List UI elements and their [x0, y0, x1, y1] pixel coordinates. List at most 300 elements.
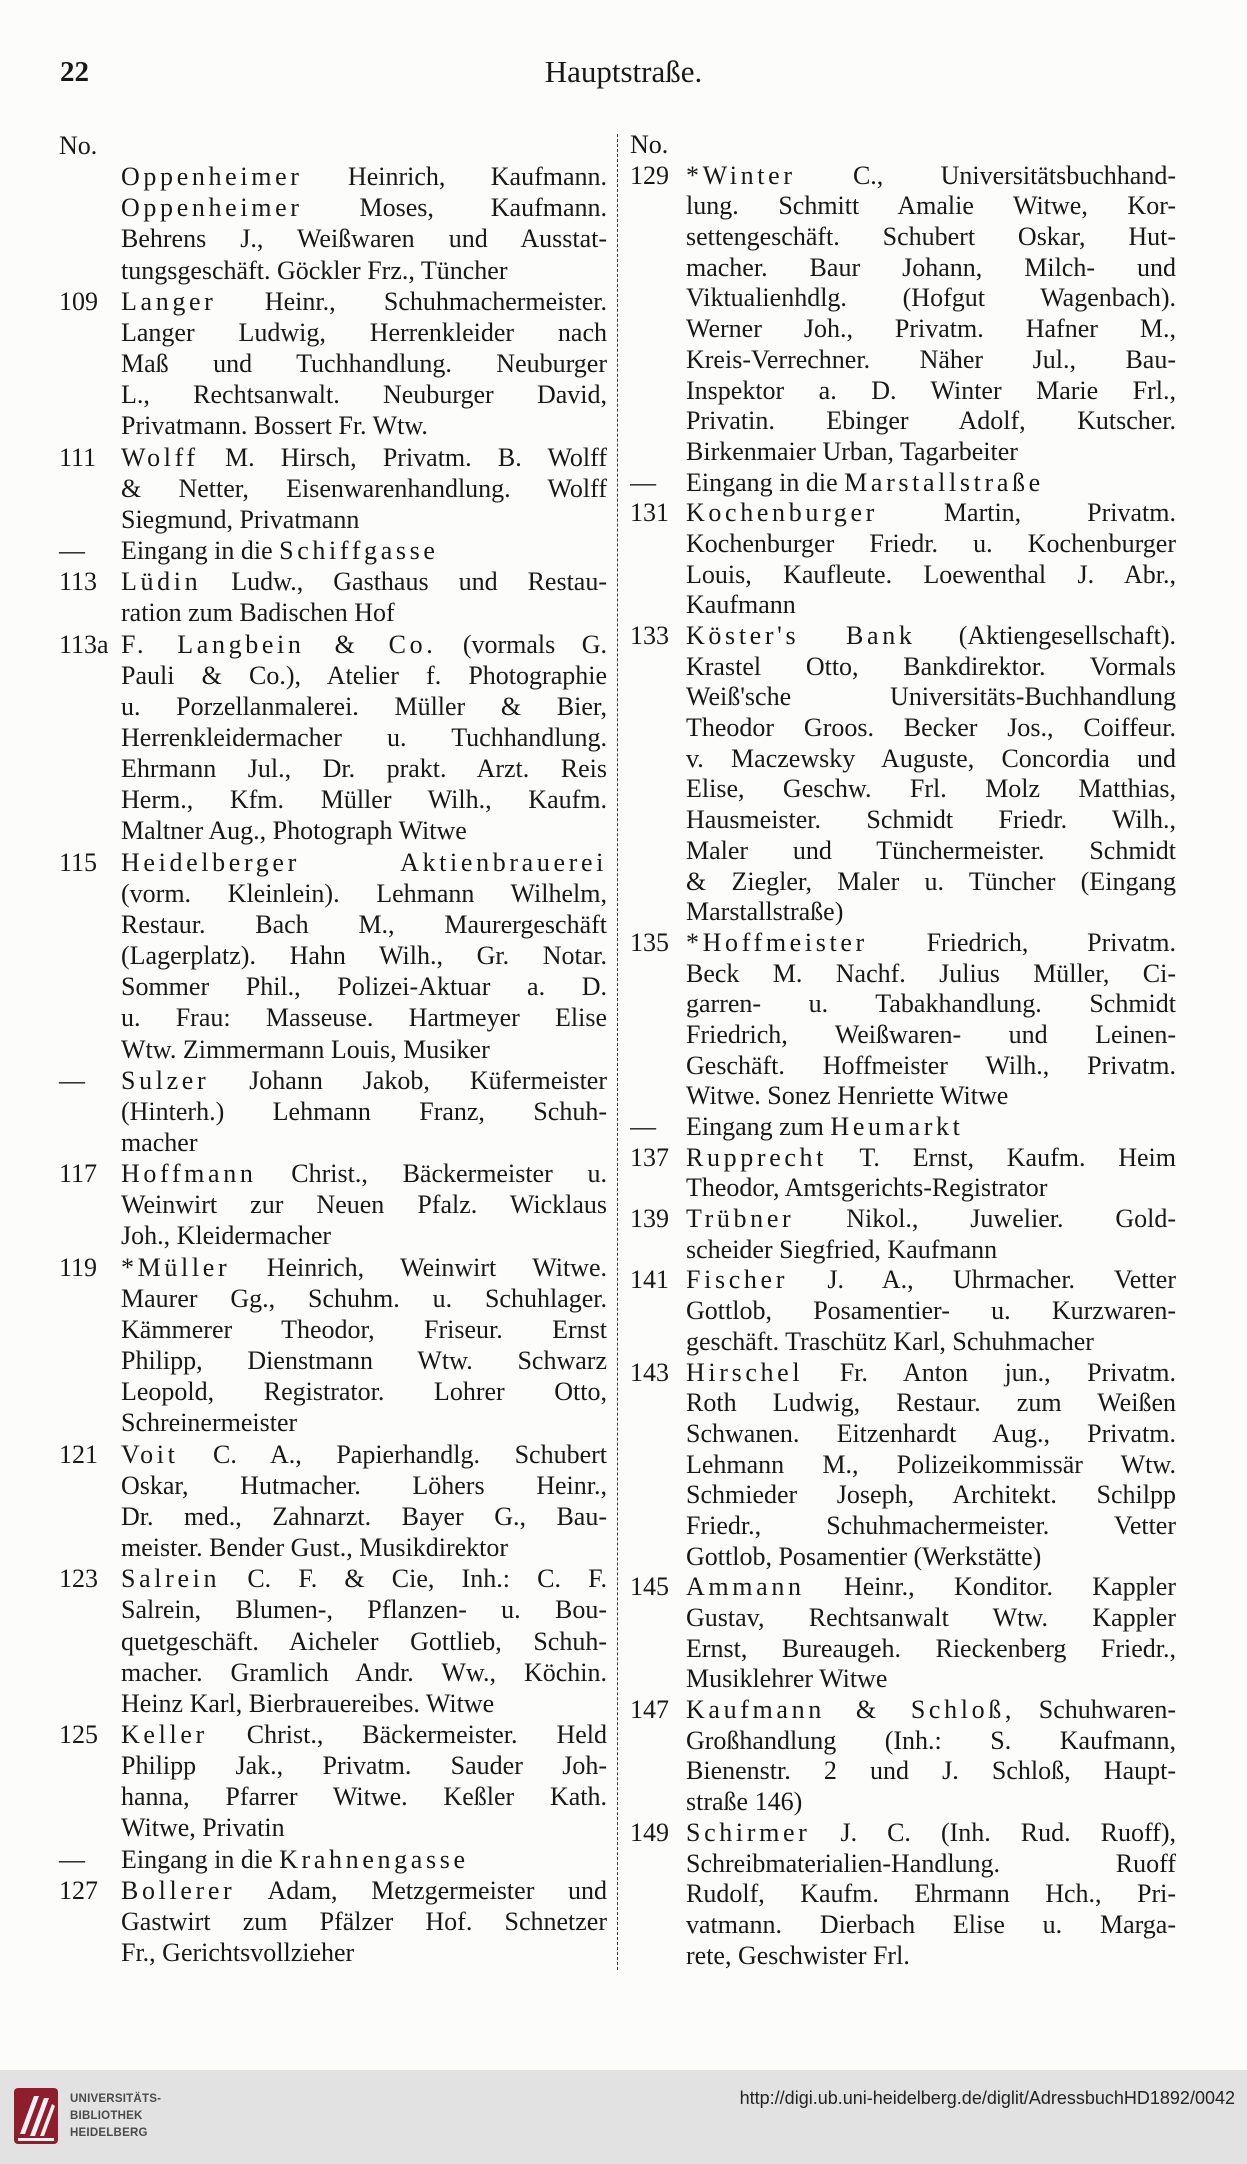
entry-text: Oskar, Hutmacher. Löhers Heinr., — [121, 1470, 607, 1500]
entry-text — [121, 1065, 607, 1096]
house-number — [630, 1327, 686, 1358]
house-number — [630, 1849, 686, 1880]
house-number: 109 — [59, 286, 98, 316]
entry-text-part: Eingang in die — [121, 1844, 280, 1874]
directory-line — [55, 1283, 607, 1314]
house-number: 145 — [630, 1572, 669, 1602]
directory-line — [630, 959, 1176, 990]
house-number — [630, 314, 686, 345]
directory-line — [55, 660, 607, 691]
entry-text: Philipp, Dienstmann Wtw. Schwarz — [121, 1346, 607, 1376]
entry-name-spaced: Heidelberger Aktienbrauerei — [121, 847, 607, 877]
directory-line — [55, 566, 607, 597]
directory-line — [630, 314, 1176, 345]
entry-text — [121, 1158, 607, 1189]
entry-text: Weiß'sche Universitäts-Buchhandlung — [686, 682, 1176, 712]
entry-text: Sommer Phil., Polizei-Aktuar a. D. — [121, 972, 607, 1002]
directory-line — [630, 1787, 1176, 1818]
entry-name-spaced: Trübner — [686, 1204, 795, 1234]
directory-line — [630, 1081, 1176, 1112]
directory-line — [630, 1296, 1176, 1327]
directory-line — [55, 1657, 607, 1688]
entry-text: (Lagerplatz). Hahn Wilh., Gr. Notar. — [121, 941, 607, 971]
entry-text — [121, 286, 607, 317]
entry-text — [686, 1112, 1176, 1143]
entry-name-spaced: Marstallstraße — [844, 467, 1044, 497]
directory-line — [55, 1563, 607, 1594]
left-column — [55, 130, 607, 1968]
entry-text — [686, 1204, 1176, 1235]
house-number: 147 — [630, 1695, 669, 1725]
entry-text — [121, 1719, 607, 1750]
directory-line — [55, 1626, 607, 1657]
directory-line — [630, 437, 1176, 468]
entry-text-part: Moses, Kaufmann. — [302, 193, 607, 223]
entry-name-spaced: Bollerer — [121, 1875, 236, 1905]
directory-line — [630, 1695, 1176, 1726]
house-number — [55, 1937, 121, 1968]
entry-text: settengeschäft. Schubert Oskar, Hut- — [686, 222, 1176, 252]
directory-line — [55, 1252, 607, 1283]
house-number — [630, 1020, 686, 1051]
entry-text: lung. Schmitt Amalie Witwe, Kor- — [686, 191, 1176, 221]
entry-text: Birkenmaier Urban, Tagarbeiter — [686, 436, 1018, 466]
directory-line — [55, 1875, 607, 1906]
entry-text: Musiklehrer Witwe — [686, 1664, 888, 1694]
entry-text: macher. Baur Johann, Milch- und — [686, 252, 1176, 282]
entry-text: Pauli & Co.), Atelier f. Photographie — [121, 660, 607, 690]
library-logo-text — [70, 2091, 161, 2142]
directory-line — [630, 1879, 1176, 1910]
house-number — [55, 753, 121, 784]
entry-text-part: Martin, Privatm. — [877, 498, 1176, 528]
entry-text-part: C., Universitätsbuchhand- — [795, 160, 1176, 190]
directory-line — [55, 223, 607, 254]
entry-name-spaced: Keller — [121, 1719, 208, 1749]
house-number: 127 — [59, 1875, 98, 1905]
house-number — [630, 1910, 686, 1941]
entry-text-part: Nikol., Juwelier. Gold- — [794, 1204, 1176, 1234]
directory-line — [55, 1376, 607, 1407]
house-number: 123 — [59, 1564, 98, 1594]
house-number — [630, 1419, 686, 1450]
directory-line — [630, 682, 1176, 713]
entry-text: Elise, Geschw. Frl. Molz Matthias, — [686, 774, 1176, 804]
directory-line — [630, 560, 1176, 591]
entry-text: u. Porzellanmalerei. Müller & Bier, — [121, 691, 607, 721]
entry-text — [121, 629, 607, 660]
house-number — [630, 713, 686, 744]
entry-name-spaced: Voit — [121, 1439, 179, 1469]
house-number — [630, 253, 686, 284]
house-number — [630, 682, 686, 713]
entry-text: Kaufmann — [686, 590, 796, 620]
house-number — [630, 1081, 686, 1112]
directory-line — [630, 1327, 1176, 1358]
entry-text: Theodor, Amtsgerichts-Registrator — [686, 1173, 1048, 1203]
house-number — [55, 1906, 121, 1937]
house-number — [55, 1501, 121, 1532]
directory-line — [55, 1189, 607, 1220]
entry-text: L., Rechtsanwalt. Neuburger David, — [121, 380, 607, 410]
entry-text: Herrenkleidermacher u. Tuchhandlung. — [121, 722, 607, 752]
house-number — [55, 1532, 121, 1563]
directory-line — [630, 376, 1176, 407]
house-number — [55, 722, 121, 753]
directory-line — [55, 535, 607, 566]
entry-name-spaced: Langer — [121, 286, 217, 316]
entry-text: Langer Ludwig, Herrenkleider nach — [121, 317, 607, 347]
house-number — [55, 255, 121, 286]
directory-line — [55, 1127, 607, 1158]
entry-text: Heinz Karl, Bierbrauereibes. Witwe — [121, 1688, 495, 1718]
entry-text: quetgeschäft. Aicheler Gottlieb, Schuh- — [121, 1626, 607, 1656]
entry-name-spaced: Schiffgasse — [279, 536, 439, 566]
house-number — [55, 161, 121, 192]
entry-name-spaced: Ammann — [686, 1572, 805, 1602]
entry-name-spaced: *Winter — [686, 160, 796, 190]
directory-line — [630, 1849, 1176, 1880]
entry-text-part: Heinrich, Weinwirt Witwe. — [230, 1252, 607, 1282]
running-title: Hauptstraße. — [544, 54, 703, 89]
directory-line — [630, 468, 1176, 499]
entry-text-part: C. A., Papierhandlg. Schubert — [178, 1439, 607, 1469]
entry-text — [686, 1695, 1176, 1726]
directory-line — [55, 192, 607, 223]
directory-line — [630, 652, 1176, 683]
entry-text-part: Adam, Metzgermeister und — [235, 1875, 607, 1905]
directory-line — [630, 1634, 1176, 1665]
entry-text: Friedr., Schuhmachermeister. Vetter — [686, 1510, 1176, 1540]
house-number — [55, 815, 121, 846]
entry-text: scheider Siegfried, Kaufmann — [686, 1234, 998, 1264]
directory-line — [55, 348, 607, 379]
directory-line — [55, 878, 607, 909]
house-number: 117 — [59, 1159, 98, 1189]
entry-name-spaced: Wolff — [121, 442, 199, 472]
entry-text-part: Heinr., Schuhmachermeister. — [216, 286, 607, 316]
house-number — [630, 1787, 686, 1818]
directory-line — [630, 897, 1176, 928]
house-number — [630, 437, 686, 468]
entry-text — [121, 566, 607, 597]
house-number — [630, 836, 686, 867]
house-number — [630, 590, 686, 621]
directory-line — [630, 1542, 1176, 1573]
page-number: 22 — [60, 56, 89, 88]
directory-line — [630, 774, 1176, 805]
directory-line — [55, 1906, 607, 1937]
entry-text: Schmieder Joseph, Architekt. Schilpp — [686, 1480, 1176, 1510]
right-column — [630, 130, 1176, 1971]
house-number: 121 — [59, 1439, 98, 1469]
house-number — [55, 1283, 121, 1314]
directory-line — [630, 1235, 1176, 1266]
directory-line — [55, 161, 607, 192]
entry-text: Witwe, Privatin — [121, 1813, 285, 1843]
entry-text: Restaur. Bach M., Maurergeschäft — [121, 909, 607, 939]
directory-line — [55, 255, 607, 286]
entry-text-part: Fr. Anton jun., Privatm. — [803, 1357, 1176, 1387]
house-number: — — [59, 1844, 85, 1874]
house-number — [630, 1296, 686, 1327]
entry-text-part: (vormals G. — [436, 629, 607, 659]
directory-line — [630, 590, 1176, 621]
entry-text: Hausmeister. Schmidt Friedr. Wilh., — [686, 805, 1176, 835]
directory-line — [55, 1345, 607, 1376]
house-number — [630, 1726, 686, 1757]
directory-line — [55, 442, 607, 473]
entry-text-part: T. Ernst, Kaufm. Heim — [827, 1142, 1176, 1172]
column-header-spacer — [121, 130, 607, 161]
house-number — [55, 1034, 121, 1065]
directory-line — [55, 1439, 607, 1470]
directory-line — [55, 847, 607, 878]
entry-text: Kochenburger Friedr. u. Kochenburger — [686, 528, 1176, 558]
directory-line — [55, 286, 607, 317]
entry-text-part: Christ., Bäckermeister. Held — [207, 1719, 607, 1749]
house-number — [55, 1750, 121, 1781]
entry-text — [121, 1875, 607, 1906]
entry-name-spaced: Rupprecht — [686, 1142, 828, 1172]
entry-text-part: M. Hirsch, Privatm. B. Wolff — [198, 442, 607, 472]
directory-line — [55, 1034, 607, 1065]
house-number — [630, 774, 686, 805]
entry-text: meister. Bender Gust., Musikdirektor — [121, 1533, 509, 1563]
directory-line — [630, 989, 1176, 1020]
directory-line — [630, 1388, 1176, 1419]
directory-line — [630, 805, 1176, 836]
directory-line — [55, 1719, 607, 1750]
house-number: 113 — [59, 567, 98, 597]
directory-line — [630, 345, 1176, 376]
entry-text: Leopold, Registrator. Lohrer Otto, — [121, 1377, 607, 1407]
directory-line — [55, 504, 607, 535]
directory-line — [630, 1358, 1176, 1389]
entry-text: Kreis-Verrechner. Näher Jul., Bau- — [686, 344, 1176, 374]
entry-text: Viktualienhdlg. (Hofgut Wagenbach). — [686, 283, 1176, 313]
entry-text: Marstallstraße) — [686, 897, 844, 927]
directory-line — [55, 1470, 607, 1501]
entry-text — [686, 1265, 1176, 1296]
entry-text: tungsgeschäft. Göckler Frz., Tüncher — [121, 255, 508, 285]
entry-text: (Hinterh.) Lehmann Franz, Schuh- — [121, 1096, 607, 1126]
entry-text: Großhandlung (Inh.: S. Kaufmann, — [686, 1725, 1176, 1755]
directory-line — [55, 1220, 607, 1251]
house-number — [55, 1376, 121, 1407]
house-number — [630, 1664, 686, 1695]
house-number — [55, 1345, 121, 1376]
house-number: 131 — [630, 498, 669, 528]
directory-line — [55, 1844, 607, 1875]
house-number: 115 — [59, 847, 98, 877]
entry-text-part: J. A., Uhrmacher. Vetter — [788, 1265, 1176, 1295]
entry-text: Fr., Gerichtsvollzieher — [121, 1938, 355, 1968]
house-number — [630, 222, 686, 253]
house-number — [630, 959, 686, 990]
entry-text: garren- u. Tabakhandlung. Schmidt — [686, 989, 1176, 1019]
entry-text-part: Eingang zum — [686, 1112, 831, 1141]
entry-text: Louis, Kaufleute. Loewenthal J. Abr., — [686, 559, 1176, 589]
entry-text-part: Heinrich, Kaufmann. — [302, 162, 607, 192]
entry-text: Lehmann M., Polizeikommissär Wtw. — [686, 1449, 1176, 1479]
entry-text: Schreinermeister — [121, 1408, 298, 1438]
entry-text: rete, Geschwister Frl. — [686, 1940, 910, 1970]
entry-name-spaced: F. Langbein & Co. — [121, 629, 437, 659]
house-number — [55, 1688, 121, 1719]
entry-text: ration zum Badischen Hof — [121, 598, 395, 628]
entry-text — [121, 192, 607, 223]
directory-line — [630, 867, 1176, 898]
entry-text: Maltner Aug., Photograph Witwe — [121, 816, 467, 846]
entry-text: v. Maczewsky Auguste, Concordia und — [686, 743, 1176, 773]
house-number — [55, 940, 121, 971]
directory-line — [630, 1756, 1176, 1787]
column-header-row — [630, 130, 1176, 161]
footer-bar — [0, 2070, 1247, 2164]
entry-text: Schreibmaterialien-Handlung. Ruoff — [686, 1848, 1176, 1878]
directory-line — [630, 1450, 1176, 1481]
entry-text — [686, 928, 1176, 959]
column-divider — [617, 134, 618, 1970]
house-number — [55, 1407, 121, 1438]
directory-line — [630, 1480, 1176, 1511]
entry-text-part: Christ., Bäckermeister u. — [256, 1159, 607, 1189]
logo-text-line: HEIDELBERG — [70, 2127, 148, 2139]
entry-text — [121, 847, 607, 878]
house-number — [630, 345, 686, 376]
house-number — [55, 1314, 121, 1345]
entry-text: Gottlob, Posamentier (Werkstätte) — [686, 1541, 1042, 1571]
entry-name-spaced: Schirmer — [686, 1817, 811, 1847]
house-number — [630, 1388, 686, 1419]
house-number — [55, 348, 121, 379]
library-logo-icon[interactable] — [12, 2084, 62, 2148]
entry-text: Philipp Jak., Privatm. Sauder Joh- — [121, 1751, 607, 1781]
entry-text: Privatin. Ebinger Adolf, Kutscher. — [686, 406, 1176, 436]
house-number — [55, 597, 121, 628]
entry-text: u. Frau: Masseuse. Hartmeyer Elise — [121, 1003, 607, 1033]
entry-text-part: Friedrich, Privatm. — [867, 927, 1176, 957]
entry-name-spaced: Sulzer — [121, 1065, 210, 1095]
entry-text: Ernst, Bureaugeh. Rieckenberg Friedr., — [686, 1633, 1176, 1663]
entry-text-part: Eingang in die — [121, 536, 280, 566]
directory-line — [55, 1594, 607, 1625]
house-number — [55, 1096, 121, 1127]
directory-line — [630, 161, 1176, 192]
directory-line — [630, 713, 1176, 744]
house-number: 137 — [630, 1142, 669, 1172]
entry-text-part: , Schuhwaren- — [1004, 1695, 1176, 1725]
directory-line — [630, 253, 1176, 284]
directory-line — [55, 1532, 607, 1563]
house-number — [55, 1470, 121, 1501]
house-number — [55, 1127, 121, 1158]
house-number — [630, 1235, 686, 1266]
column-header-no: No. — [630, 130, 669, 159]
entry-text: Krastel Otto, Bankdirektor. Vormals — [686, 651, 1176, 681]
entry-name-spaced: Hirschel — [686, 1357, 804, 1387]
house-number — [630, 191, 686, 222]
entry-text-part: J. C. (Inh. Rud. Ruoff), — [810, 1817, 1176, 1847]
permalink-url[interactable]: http://digi.ub.uni-heidelberg.de/diglit/AdressbuchHD1892/0042 — [739, 2088, 1235, 2108]
entry-text: macher — [121, 1128, 198, 1157]
directory-line — [630, 744, 1176, 775]
house-number — [55, 317, 121, 348]
directory-line — [55, 1688, 607, 1719]
directory-line — [55, 691, 607, 722]
directory-line — [55, 909, 607, 940]
house-number: — — [59, 536, 85, 566]
house-number — [630, 652, 686, 683]
house-number: — — [630, 1112, 656, 1141]
directory-line — [630, 1419, 1176, 1450]
house-number: 141 — [630, 1265, 669, 1295]
entry-text: Theodor Groos. Becker Jos., Coiffeur. — [686, 713, 1176, 743]
house-number: 119 — [59, 1252, 98, 1282]
entry-name-spaced: Kochenburger — [686, 498, 878, 528]
directory-line — [55, 1314, 607, 1345]
entry-text: (vorm. Kleinlein). Lehmann Wilhelm, — [121, 878, 607, 908]
entry-text: Gastwirt zum Pfälzer Hof. Schnetzer — [121, 1906, 607, 1936]
directory-line — [55, 940, 607, 971]
house-number: 129 — [630, 160, 669, 190]
entry-text: Salrein, Blumen-, Pflanzen- u. Bou- — [121, 1595, 607, 1625]
directory-line — [630, 1664, 1176, 1695]
house-number — [55, 1594, 121, 1625]
directory-line — [630, 1020, 1176, 1051]
entry-name-spaced: Oppenheimer — [121, 162, 303, 192]
entry-text: Behrens J., Weißwaren und Ausstat- — [121, 224, 607, 254]
directory-line — [55, 753, 607, 784]
entry-text — [686, 1572, 1176, 1603]
entry-name-spaced: Hoffmann — [121, 1159, 257, 1189]
entry-text — [686, 1358, 1176, 1389]
house-number — [55, 1781, 121, 1812]
house-number — [55, 1002, 121, 1033]
directory-line — [55, 317, 607, 348]
house-number: — — [630, 467, 656, 497]
house-number — [55, 473, 121, 504]
entry-text: & Ziegler, Maler u. Tüncher (Eingang — [686, 866, 1176, 896]
entry-text — [121, 1563, 607, 1594]
entry-name-spaced: Lüdin — [121, 567, 202, 597]
house-number — [630, 897, 686, 928]
directory-line — [55, 1407, 607, 1438]
house-number: 149 — [630, 1817, 669, 1847]
entry-text-part: (Aktiengesellschaft). — [915, 621, 1176, 650]
directory-line — [630, 1941, 1176, 1972]
entry-name-spaced: Salrein — [121, 1564, 221, 1594]
entry-name-spaced: Heumarkt — [830, 1112, 964, 1141]
house-number: — — [59, 1065, 85, 1095]
house-number — [630, 529, 686, 560]
directory-line — [55, 1065, 607, 1096]
directory-line — [55, 473, 607, 504]
entry-text: & Netter, Eisenwarenhandlung. Wolff — [121, 473, 607, 503]
directory-line — [630, 1204, 1176, 1235]
house-number — [630, 1480, 686, 1511]
entry-text — [121, 1252, 607, 1283]
directory-line — [55, 597, 607, 628]
column-header-spacer — [686, 130, 1176, 161]
entry-text — [121, 1844, 607, 1875]
house-number — [55, 660, 121, 691]
directory-line — [55, 1937, 607, 1968]
directory-line — [55, 1002, 607, 1033]
house-number: 125 — [59, 1719, 98, 1749]
entry-text: Friedrich, Weißwaren- und Leinen- — [686, 1019, 1176, 1049]
